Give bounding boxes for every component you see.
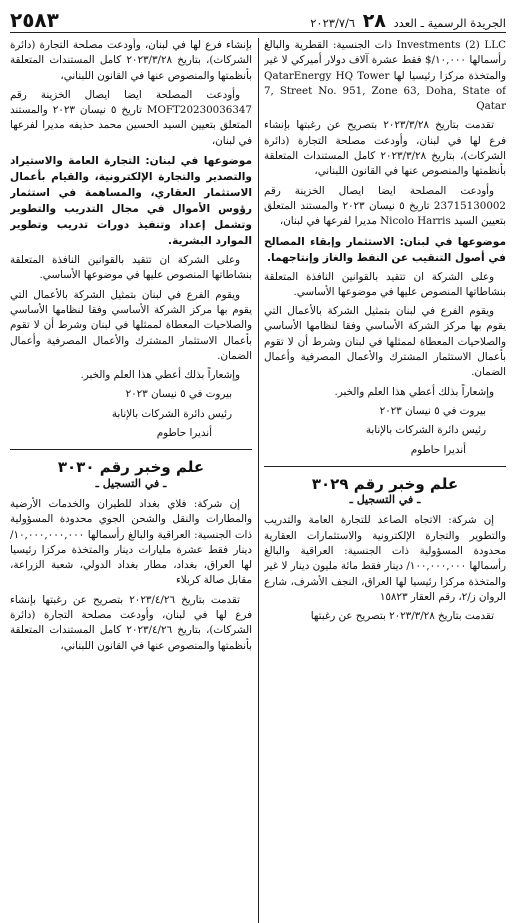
columns (10, 38, 506, 923)
page-header (10, 6, 506, 33)
notice-heading (10, 460, 252, 491)
declaration-paragraph: تقدمت بتاريخ ٢٠٢٣/٤/٢٦ بتصريح عن رغبتها بإنشاء فرع لها في لبنان، وأودعت مصلحة التجارة (دائرة الشركات)، بتاريخ ٢٠٢٣/٤/٢٦ كامل المستندات المتعلقة بأنظمتها والمنصوص عنها في القانون اللبناني، (10, 593, 252, 652)
place-date: بيروت في ٥ نيسان ٢٠٢٣ (125, 388, 232, 401)
issue-number: ٢٨ (362, 10, 386, 32)
company-details: إن شركة: الاتجاه الصاعد للتجارة العامة والتدريب والتطوير والتجارة الإلكترونية والاستثمارات العقارية محدودة المسؤولية ذات الجنسية: العراقية والبالغ رأسمالها ١٠٠,٠٠٠,٠٠٠/ دينار فقط مائة مليون دينار لا غير والمتخذة مركزا رئيسيا لها العراق، النجف الأشرف، شارع الروان ز/٢، رقم العقار ١٥٨٢٣ (264, 514, 506, 603)
declaration-paragraph: تقدمت بتاريخ ٢٠٢٣/٣/٢٨ بتصريح عن رغبتها بإنشاء فرع لها في لبنان، وأودعت مصلحة التجارة (دائرة الشركات)، بتاريخ ٢٠٢٣/٣/٢٨ كامل المستندات المتعلقة بأنظمتها والمنصوص عنها في القانون اللبناني، (264, 119, 506, 178)
notice-subtitle: ـ في التسجيل ـ (349, 493, 421, 507)
section-divider (264, 466, 506, 467)
compliance-paragraph: وعلى الشركة ان تتقيد بالقوانين النافذة المتعلقة بنشاطاتها المنصوص عليها في موضوعها الأساسي. (264, 270, 506, 298)
header-title (310, 10, 506, 32)
page-number: ٢٥٨٣ (10, 8, 59, 32)
notice-title: علم وخبر رقم ٣٠٣٠ (57, 458, 205, 477)
notice-subtitle: ـ في التسجيل ـ (95, 476, 167, 490)
company-details: إن شركة: فلاي بغداد للطيران والخدمات الأرضية والمطارات والنقل والشحن الجوي محدودة المسؤولية ذات الجنسية: العراقية والبالغ رأسمالها ١٠,٠٠٠,٠٠٠,٠٠٠/ دينار فقط عشرة مليارات دينار والمتخذة مركزا رئيسيا لها العراق، بغداد، مطار بغداد الدولي، شعبة الزراعة، مقابل صالة كربلاء (10, 497, 252, 587)
column-rule (258, 38, 259, 923)
signer-name: أنديرا حاطوم (156, 427, 212, 440)
purpose-paragraph: موضوعها في لبنان: الاستثمار وإبقاء المصالح في أصول التنقيب عن النفط والغاز وإنتاجهما. (264, 235, 506, 264)
notice-heading (264, 474, 506, 508)
notice-confirmation: وإشعاراً بذلك أعطي هذا العلم والخبر. (80, 369, 240, 382)
left-column (10, 38, 252, 923)
branch-representation-paragraph: ويقوم الفرع في لبنان بتمثيل الشركة بالأعمال التي يقوم بها مركز الشركة الأساسي وفقا لنظامها الأساسي والصلاحيات المعطاة لممثلها في لبنان وشرط أن لا تقوم بأعمال الاستثمار المشترك والأعمال المصرفية وأعمال الضمان. (10, 288, 252, 362)
signer-title: رئيس دائرة الشركات بالإنابة (365, 424, 486, 437)
place-date: بيروت في ٥ نيسان ٢٠٢٣ (379, 404, 486, 417)
purpose-paragraph: موضوعها في لبنان: التجارة العامة والاستيراد والتصدير والتجارة الإلكترونية، والقيام بأعمال الاستثمار العقاري، والمساهمة في استثمار رؤوس الأموال في مجال التدريب والتطوير وتشمل إعداد وتنفيذ دورات تدريب وتطوير الموارد البشرية. (10, 155, 252, 248)
notice-confirmation: وإشعاراً بذلك أعطي هذا العلم والخبر. (334, 385, 494, 398)
branch-representation-paragraph: ويقوم الفرع في لبنان بتمثيل الشركة بالأعمال التي يقوم بها مركز الشركة الأساسي وفقا لنظامها الأساسي والصلاحيات المعطاة لممثلها في لبنان وشرط أن لا تقوم بأعمال الاستثمار المشترك والأعمال المصرفية وأعمال الضمان. (264, 305, 506, 379)
treasury-receipt-paragraph: وأودعت المصلحة ايضا ايصال الخزينة رقم MOFT20230036347 تاريخ ٥ نيسان ٢٠٢٣ والمستند المتعلق بتعيين السيد الحسين محمد حذيفه مديرا لفرعها في لبنان، (10, 88, 252, 147)
signer-title: رئيس دائرة الشركات بالإنابة (111, 407, 232, 420)
publication-name: الجريدة الرسمية ـ العدد (393, 16, 506, 30)
right-column (264, 38, 506, 923)
issue-date: ٢٠٢٣/٧/٦ (310, 16, 356, 30)
section-divider (10, 449, 252, 450)
compliance-paragraph: وعلى الشركة ان تتقيد بالقوانين النافذة المتعلقة بنشاطاتها المنصوص عليها في موضوعها الأساسي. (10, 254, 252, 282)
treasury-receipt-paragraph: وأودعت المصلحة ايضا ايصال الخزينة رقم 23715130002 تاريخ ٥ نيسان ٢٠٢٣ والمستند المتعلق بتعيين السيد Nicolo Harris مديرا لفرعها في لبنان، (264, 184, 506, 228)
declaration-paragraph: بإنشاء فرع لها في لبنان، وأودعت مصلحة التجارة (دائرة الشركات)، بتاريخ ٢٠٢٣/٣/٢٨ كامل المستندات المتعلقة بأنظمتها والمنصوص عنها في القانون اللبناني، (10, 39, 252, 82)
notice-title: علم وخبر رقم ٣٠٢٩ (311, 474, 459, 493)
signer-name: أنديرا حاطوم (410, 443, 466, 456)
declaration-paragraph: تقدمت بتاريخ ٢٠٢٣/٣/٢٨ بتصريح عن رغبتها (310, 610, 494, 623)
company-details: Investments (2) LLC ذات الجنسية: القطرية والبالغ رأسمالها ١٠,٠٠٠/$ فقط عشرة آلاف دولار أميركي لا غير والمتخذة مركزا رئيسيا لها QatarEnergy HQ Tower 7, Street No. 951, Zone 63, Doha, State of Qatar (264, 39, 506, 113)
